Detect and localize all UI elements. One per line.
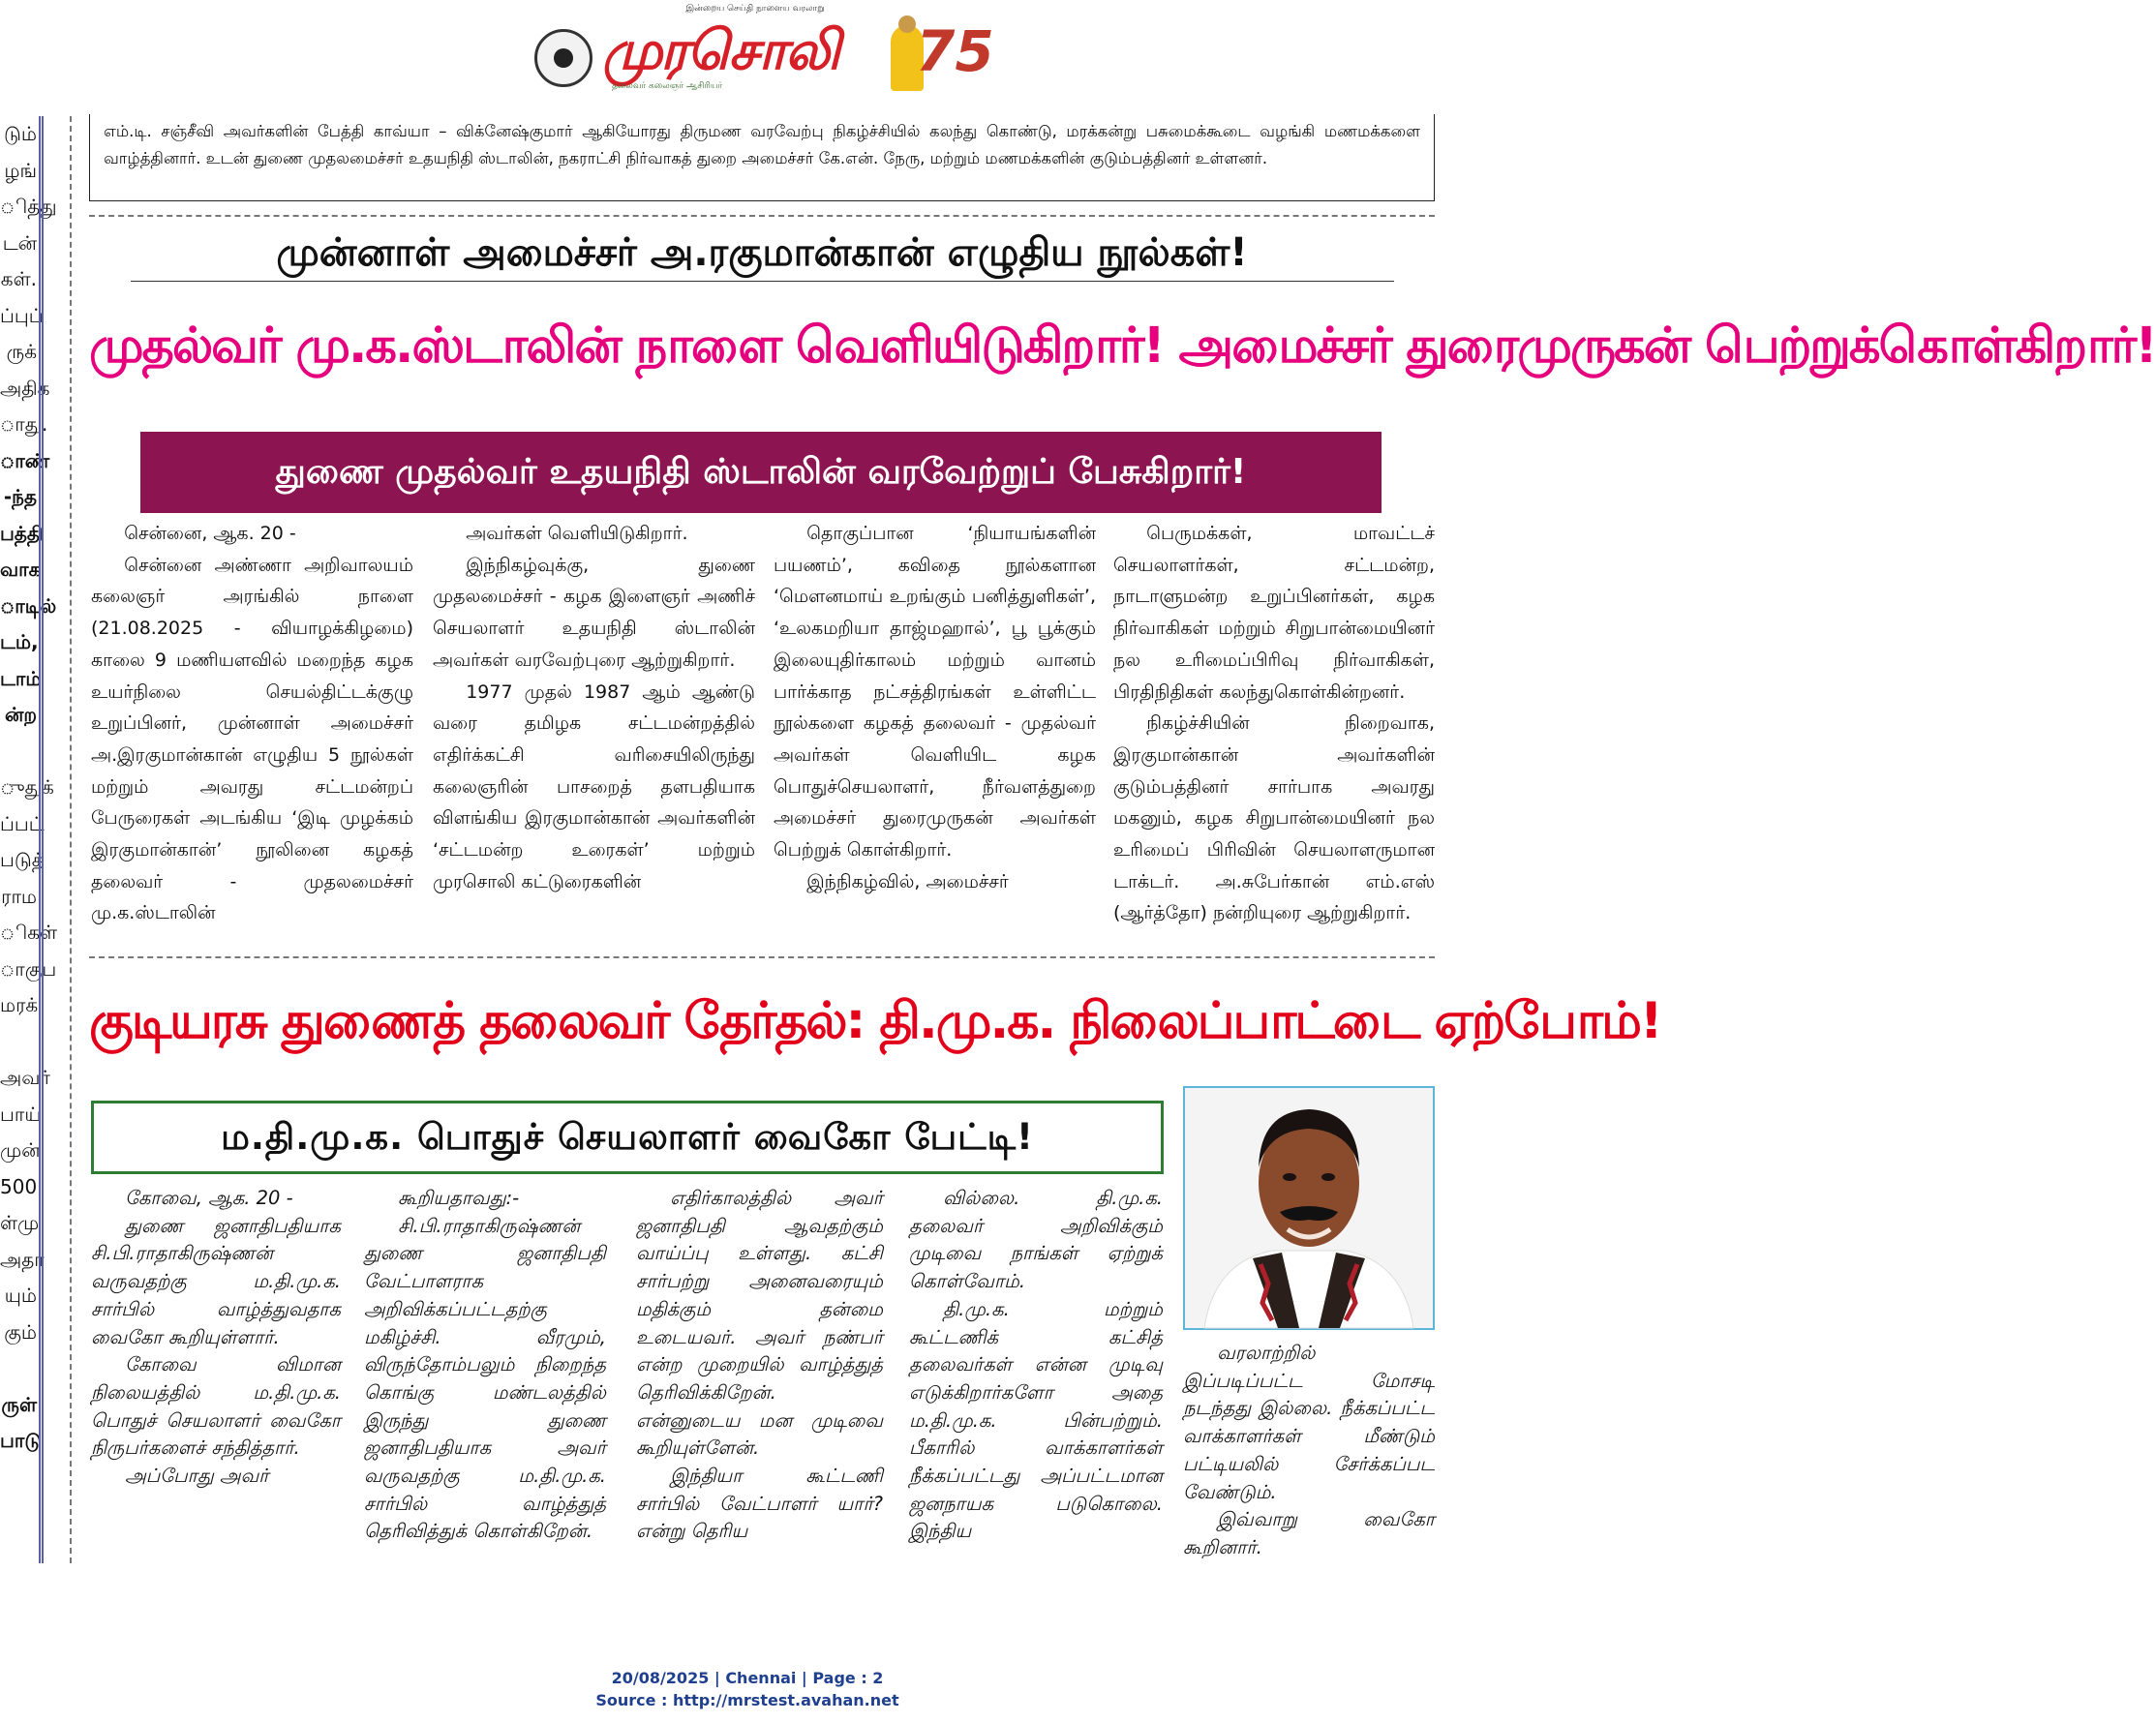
left-strip-line: ுதுக் bbox=[0, 775, 54, 799]
emblem-icon bbox=[534, 29, 592, 87]
article-paragraph: அப்போது அவர் bbox=[125, 1465, 269, 1488]
story1-column-3 bbox=[774, 518, 1096, 897]
article-paragraph: இந்நிகழ்வுக்கு, துணை முதலமைச்சர் - கழக இளைஞர் அணிச் செயலாளர் உதயநிதி ஸ்டாலின் அவர்கள் வரவேற்புரை ஆற்றுகிறார். bbox=[433, 554, 755, 671]
article-paragraph: எதிர்காலத்தில் அவர் ஜனாதிபதி ஆவதற்கும் வாய்ப்பு உள்ளது. கட்சி சார்பற்று அனைவரையும் மதிக்கும் தன்மை உடையவர். அவர் நண்பர் என்ற முறையில் வாழ்த்துத் தெரிவிக்கிறேன். என்னுடைய மன முடிவை கூறியுள்ளேன். bbox=[636, 1187, 883, 1460]
left-strip-line: ருக் bbox=[6, 340, 37, 363]
footer-date-page: 20/08/2025 | Chennai | Page : 2 bbox=[611, 1669, 884, 1687]
masthead bbox=[523, 4, 994, 97]
left-strip-line: படுத் bbox=[0, 848, 45, 871]
left-strip-line: பாய் bbox=[0, 1102, 42, 1126]
left-strip-line: -ந்த bbox=[3, 485, 37, 508]
left-strip-line: ப்புப் bbox=[0, 303, 44, 327]
story1-column-2 bbox=[433, 518, 755, 897]
left-strip-previous-page bbox=[0, 116, 58, 1460]
story2-subhead: ம.தி.மு.க. பொதுச் செயலாளர் வைகோ பேட்டி! bbox=[91, 1101, 1164, 1174]
left-strip-line: அதா bbox=[0, 1247, 45, 1271]
left-strip-line: அதிக bbox=[0, 376, 50, 400]
left-strip-line: டும் bbox=[4, 122, 37, 145]
anniversary-logo bbox=[891, 17, 994, 93]
masthead-tagline: இன்றைய செய்தி நாளைய வரலாறு bbox=[685, 4, 825, 14]
article-paragraph: இந்தியா கூட்டணி சார்பில் வேட்பாளர் யார்? என்று தெரிய bbox=[636, 1465, 883, 1543]
article-paragraph: தொகுப்பான ‘நியாயங்களின் பயணம்’, கவிதை நூல்களான ‘மௌனமாய் உறங்கும் பனித்துளிகள்’, ‘உலகமறியா தாஜ்மஹால்’, பூ பூக்கும் இலையுதிர்காலம் மற்றும் வானம் பார்க்காத நட்சத்திரங்கள் உள்ளிட்ட நூல்களை கழகத் தலைவர் - முதல்வர் அவர்கள் வெளியிட கழக பொதுச்செயலாளர், நீர்வளத்துறை அமைச்சர் துரைமுருகன் அவர்கள் பெற்றுக் கொள்கிறார். bbox=[774, 523, 1096, 862]
story1-subhead: துணை முதல்வர் உதயநிதி ஸ்டாலின் வரவேற்றுப் பேசுகிறார்! bbox=[140, 432, 1382, 513]
left-strip-line: ழங் bbox=[4, 158, 37, 182]
story1-column-1 bbox=[91, 518, 413, 929]
story1-column-4 bbox=[1113, 518, 1435, 929]
story2-column-5 bbox=[1183, 1340, 1435, 1562]
left-strip-line bbox=[0, 734, 39, 771]
article-paragraph: நிகழ்ச்சியின் நிறைவாக, இரகுமான்கான் அவர்களின் குடும்பத்தினர் சார்பாக அவரது மகனும், கழக சிறுபான்மையினர் நல உரிமைப் பிரிவின் செயலாளருமான டாக்டர். அ.சுபேர்கான் எம்.எஸ் (ஆர்த்தோ) நன்றியுரை ஆற்றுகிறார். bbox=[1113, 712, 1435, 924]
article-paragraph: 1977 முதல் 1987 ஆம் ஆண்டு வரை தமிழக சட்டமன்றத்தில் எதிர்க்கட்சி வரிசையிலிருந்து கலைஞரின் பாசறைத் தளபதியாக விளங்கிய இரகுமான்கான் அவர்களின் ‘சட்டமன்ற உரைகள்’ மற்றும் முரசொலி கட்டுரைகளின் bbox=[433, 680, 755, 892]
left-strip-line: டாம் bbox=[0, 666, 42, 690]
left-strip-line: யும் bbox=[4, 1284, 37, 1307]
left-strip-line bbox=[0, 1350, 39, 1387]
separator bbox=[89, 215, 1435, 217]
article-paragraph: சி.பி.ராதாகிருஷ்ணன் துணை ஜனாதிபதி வேட்பாளராக அறிவிக்கப்பட்டதற்கு மகிழ்ச்சி. வீரமும், விருந்தோம்பலும் நிறைந்த கொங்கு மண்டலத்தில் இருந்து துணை ஜனாதிபதியாக அவர் வருவதற்கு ம.தி.மு.க. சார்பில் வாழ்த்துத் தெரிவித்துக் கொள்கிறேன். bbox=[364, 1214, 606, 1543]
left-dotted-rule bbox=[70, 116, 72, 1563]
left-strip-line: டம், bbox=[0, 630, 39, 653]
left-strip-line: 500 bbox=[0, 1174, 38, 1198]
article-paragraph: இவ்வாறு வைகோ கூறினார். bbox=[1183, 1508, 1435, 1558]
article-paragraph: பெருமக்கள், மாவட்டச் செயலாளர்கள், சட்டமன்ற, நாடாளுமன்ற உறுப்பினர்கள், கழக நிர்வாகிகள் மற்றும் சிறுபான்மையினர் நல உரிமைப்பிரிவு நிர்வாகிகள், பிரதிநிதிகள் கலந்துகொள்கின்றனர். bbox=[1113, 523, 1435, 703]
left-strip-line: ன்ற bbox=[4, 703, 37, 726]
article-paragraph: சென்னை அண்ணா அறிவாலயம் கலைஞர் அரங்கில் நாளை (21.08.2025 - வியாழக்கிழமை) காலை 9 மணியளவில் மறைந்த கழக உயர்நிலை செயல்திட்டக்குழு உறுப்பினர், முன்னாள் அமைச்சர் அ.இரகுமான்கான் எழுதிய 5 நூல்கள் மற்றும் அவரது சட்டமன்றப் பேருரைகள் அடங்கிய ‘இடி முழக்கம் இரகுமான்கான்’ நூலினை கழகத் தலைவர் - முதலமைச்சர் மு.க.ஸ்டாலின் bbox=[91, 554, 413, 924]
article-paragraph: அவர்கள் வெளியிடுகிறார். bbox=[466, 523, 688, 544]
left-strip-line: ிகள் bbox=[0, 921, 58, 944]
photo-caption: எம்.டி. சஞ்சீவி அவர்களின் பேத்தி காவ்யா – விக்னேஷ்குமார் ஆகியோரது திருமண வரவேற்பு நிகழ்ச்சியில் கலந்து கொண்டு, மரக்கன்று பசுமைக்கூடை வழங்கி மணமக்களை வாழ்த்தினார். உடன் துணை முதலமைச்சர் உதயநிதி ஸ்டாலின், நகராட்சி நிர்வாகத் துறை அமைச்சர் கே.என். நேரு, மற்றும் மணமக்களின் குடும்பத்தினர் உள்ளனர். bbox=[89, 114, 1435, 201]
article-paragraph: கூறியதாவது:- bbox=[398, 1187, 520, 1209]
anniversary-number: 75 bbox=[916, 18, 994, 84]
separator bbox=[89, 956, 1435, 958]
left-strip-line: பாடு bbox=[0, 1429, 43, 1452]
left-strip-line: முன் bbox=[0, 1138, 41, 1162]
article-paragraph: சென்னை, ஆக. 20 - bbox=[124, 523, 296, 544]
article-paragraph: துணை ஜனாதிபதியாக சி.பி.ராதாகிருஷ்ணன் வருவதற்கு ம.தி.மு.க. சார்பில் வாழ்த்துவதாக வைகோ கூறியுள்ளார். bbox=[91, 1214, 341, 1348]
left-strip-line bbox=[0, 1024, 39, 1061]
left-strip-line: ாது. bbox=[0, 412, 48, 436]
left-strip-line: ாகுப bbox=[0, 956, 57, 981]
left-strip-line: ாண் bbox=[0, 448, 50, 472]
story2-column-3 bbox=[636, 1185, 883, 1546]
masthead-title: முரசொலி bbox=[602, 19, 838, 82]
story1-kicker: முன்னாள் அமைச்சர் அ.ரகுமான்கான் எழுதிய நூல்கள்! bbox=[276, 230, 1248, 275]
story2-headline: குடியரசு துணைத் தலைவர் தேர்தல்: தி.மு.க. நிலைப்பாட்டை ஏற்போம்! bbox=[89, 992, 1661, 1050]
left-strip-line: மரக் bbox=[0, 993, 39, 1016]
footer-source: Source : http://mrstest.avahan.net bbox=[595, 1691, 899, 1709]
kicker-rule bbox=[131, 281, 1394, 282]
left-strip-line: ப்பட் bbox=[0, 811, 45, 835]
masthead-subtitle: தலைவர் கலைஞர் ஆசிரியர் bbox=[612, 81, 723, 91]
page-footer bbox=[387, 1667, 1108, 1711]
story1-headline: முதல்வர் மு.க.ஸ்டாலின் நாளை வெளியிடுகிறார்! அமைச்சர் துரைமுருகன் பெற்றுக்கொள்கிறார்! bbox=[89, 317, 2156, 375]
left-strip-line: பத்தி bbox=[0, 521, 44, 545]
left-strip-line: டன் bbox=[2, 230, 37, 255]
left-strip-line: கள். bbox=[0, 267, 37, 290]
article-paragraph: கோவை விமான நிலையத்தில் ம.தி.மு.க. பொதுச் செயலாளர் வைகோ நிருபர்களைச் சந்தித்தார். bbox=[91, 1353, 341, 1460]
portrait-photo bbox=[1183, 1086, 1435, 1330]
left-strip-line: ள்மு bbox=[0, 1211, 40, 1234]
left-border-rule bbox=[39, 116, 44, 1563]
portrait-illustration bbox=[1185, 1088, 1433, 1328]
left-strip-line: ாடில் bbox=[0, 593, 57, 618]
story2-column-1 bbox=[91, 1185, 341, 1491]
left-strip-line: வாக bbox=[0, 558, 42, 581]
left-strip-line: கும் bbox=[4, 1319, 37, 1344]
story2-column-4 bbox=[909, 1185, 1163, 1546]
article-paragraph: தி.மு.க. மற்றும் கூட்டணிக் கட்சித் தலைவர்கள் என்ன முடிவு எடுக்கிறார்களோ அதை ம.தி.மு.க. பின்பற்றும். பீகாரில் வாக்காளர்கள் நீக்கப்பட்டது அப்பட்டமான ஜனநாயக படுகொலை. இந்திய bbox=[909, 1297, 1163, 1543]
left-strip-line: ித்து bbox=[0, 195, 57, 218]
left-strip-line: ருள் bbox=[1, 1392, 37, 1416]
left-strip-line: ராம bbox=[1, 884, 37, 908]
story2-column-2 bbox=[364, 1185, 606, 1546]
article-paragraph: வில்லை. தி.மு.க. தலைவர் அறிவிக்கும் முடிவை நாங்கள் ஏற்றுக் கொள்வோம். bbox=[909, 1187, 1163, 1293]
article-paragraph: வரலாற்றில் இப்படிப்பட்ட மோசடி நடந்தது இல்லை. நீக்கப்பட்ட வாக்காளர்கள் மீண்டும் பட்டியலில் சேர்க்கப்பட வேண்டும். bbox=[1183, 1342, 1435, 1503]
article-paragraph: இந்நிகழ்வில், அமைச்சர் bbox=[806, 870, 1009, 892]
article-paragraph: கோவை, ஆக. 20 - bbox=[125, 1187, 293, 1209]
left-strip-line: அவர் bbox=[0, 1066, 50, 1089]
